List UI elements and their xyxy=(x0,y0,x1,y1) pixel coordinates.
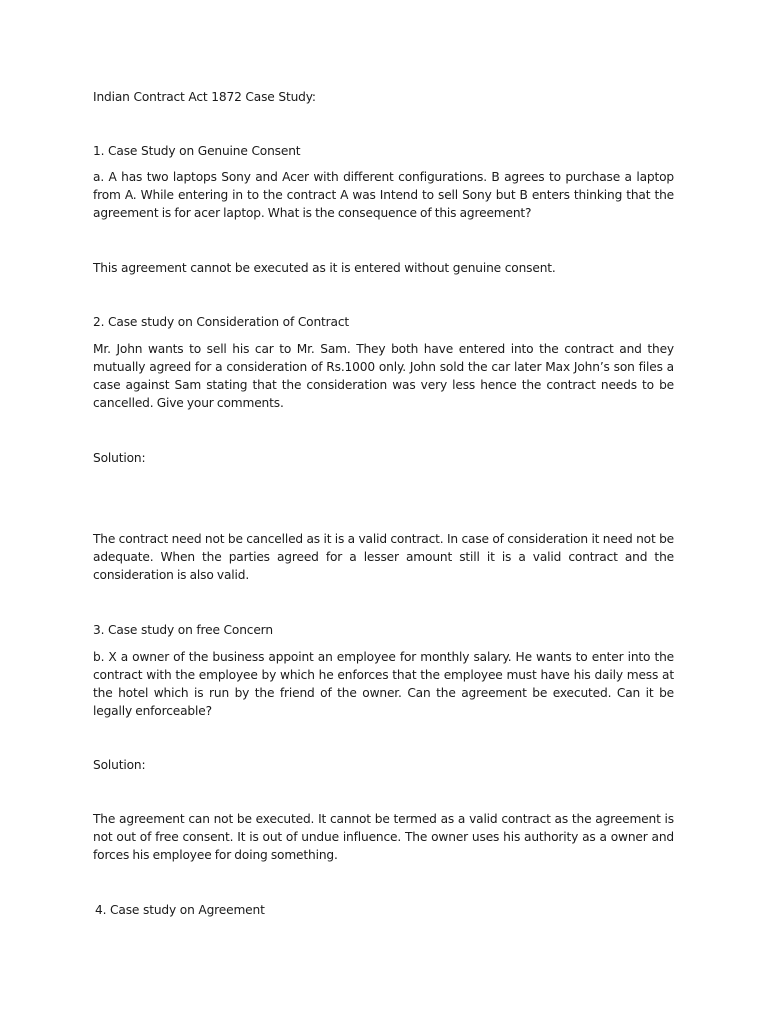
section-4-heading: 4. Case study on Agreement xyxy=(95,903,265,917)
section-1-heading: 1. Case Study on Genuine Consent xyxy=(93,144,301,158)
section-2-question: Mr. John wants to sell his car to Mr. Sam. They both have entered into the contract and they mutually agreed for a consideration of Rs.1000 only. John sold the car later Max John’s son files a case against Sam stating that the consideration was very less hence the contract needs to be cancelled. Give your comments. xyxy=(93,342,674,410)
section-3-question: b. X a owner of the business appoint an employee for monthly salary. He wants to enter into the contract with the employee by which he enforces that the employee must have his daily mess at the hotel which is run by the friend of the owner. Can the agreement be executed. Can it be legally enforceable? xyxy=(93,650,674,718)
document-title: Indian Contract Act 1872 Case Study: xyxy=(93,90,316,104)
section-3-answer: The agreement can not be executed. It cannot be termed as a valid contract as the agreement is not out of free consent. It is out of undue influence. The owner uses his authority as a owner and forces his employee for doing something. xyxy=(93,812,674,862)
section-3-heading: 3. Case study on free Concern xyxy=(93,623,273,637)
section-1-answer: This agreement cannot be executed as it is entered without genuine consent. xyxy=(93,261,556,275)
section-3-solution-label: Solution: xyxy=(93,758,146,772)
section-2-heading: 2. Case study on Consideration of Contract xyxy=(93,315,350,329)
section-2-answer: The contract need not be cancelled as it is a valid contract. In case of consideration it need not be adequate. When the parties agreed for a lesser amount still it is a valid contract and the consideration is also valid. xyxy=(93,532,674,582)
section-1-question: a. A has two laptops Sony and Acer with different configurations. B agrees to purchase a laptop from A. While entering in to the contract A was Intend to sell Sony but B enters thinking that the agreement is for acer laptop. What is the consequence of this agreement? xyxy=(93,170,674,220)
section-2-solution-label: Solution: xyxy=(93,451,146,465)
